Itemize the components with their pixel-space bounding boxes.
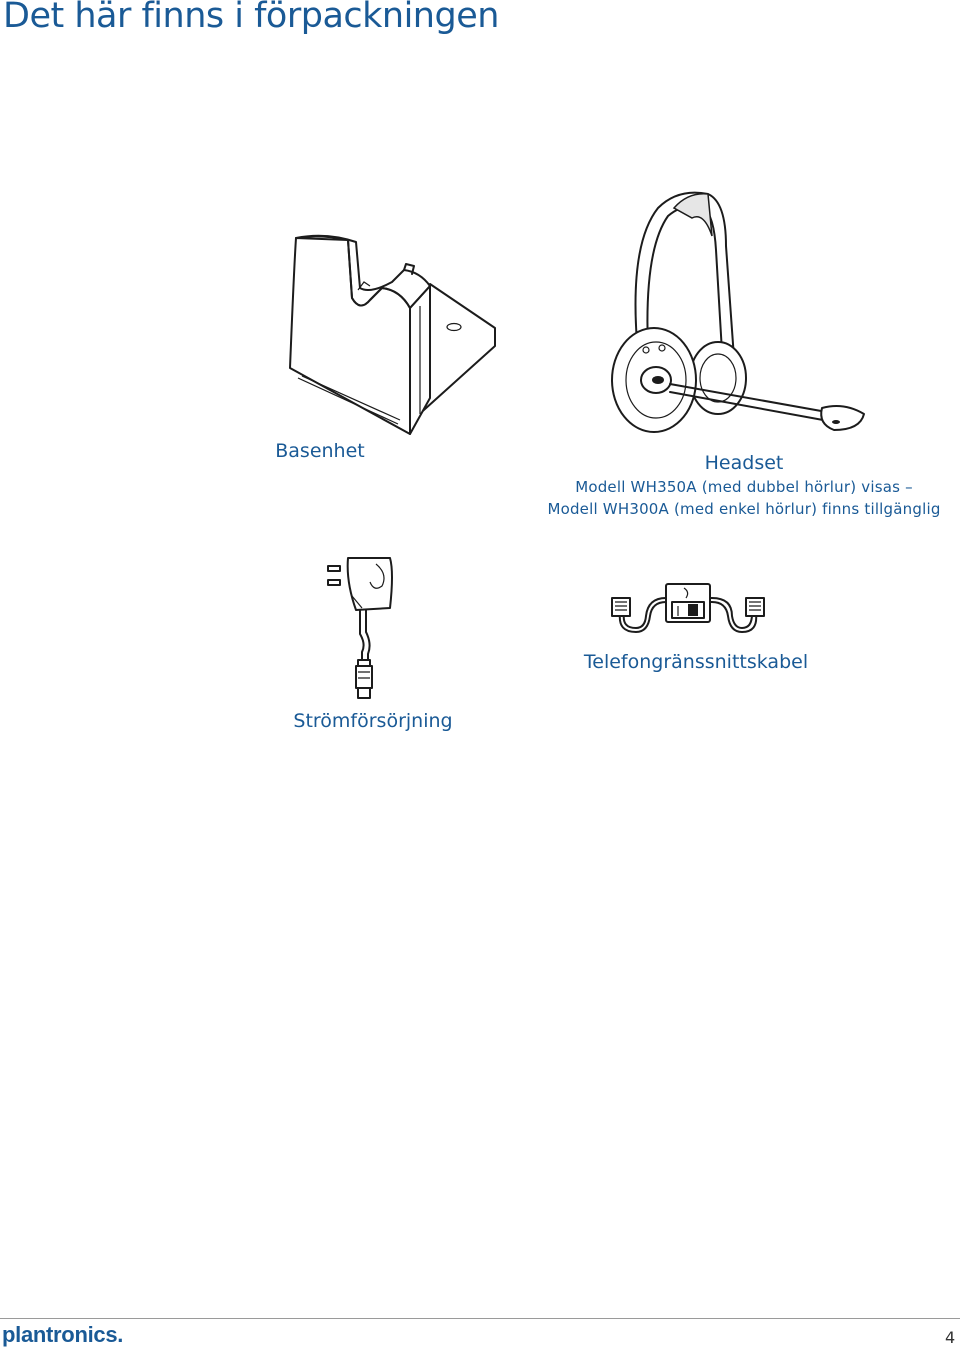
page-title: Det här finns i förpackningen bbox=[3, 0, 499, 36]
headset-illustration bbox=[608, 186, 873, 436]
footer-divider bbox=[0, 1318, 960, 1319]
base-unit-label: Basenhet bbox=[275, 440, 365, 462]
headset-model-shown: Modell WH350A (med dubbel hörlur) visas – bbox=[575, 478, 913, 496]
power-supply-label: Strömförsörjning bbox=[293, 710, 453, 732]
base-unit-illustration bbox=[280, 228, 510, 448]
telephone-cable-label: Telefongränssnittskabel bbox=[583, 651, 809, 673]
telephone-cable-illustration bbox=[608, 580, 768, 640]
power-supply-illustration bbox=[322, 552, 402, 702]
headset-label: Headset bbox=[704, 452, 784, 474]
plantronics-logo: plantronics. bbox=[2, 1322, 124, 1347]
page-number: 4 bbox=[945, 1328, 956, 1347]
headset-model-available: Modell WH300A (med enkel hörlur) finns tillgänglig bbox=[547, 500, 941, 518]
